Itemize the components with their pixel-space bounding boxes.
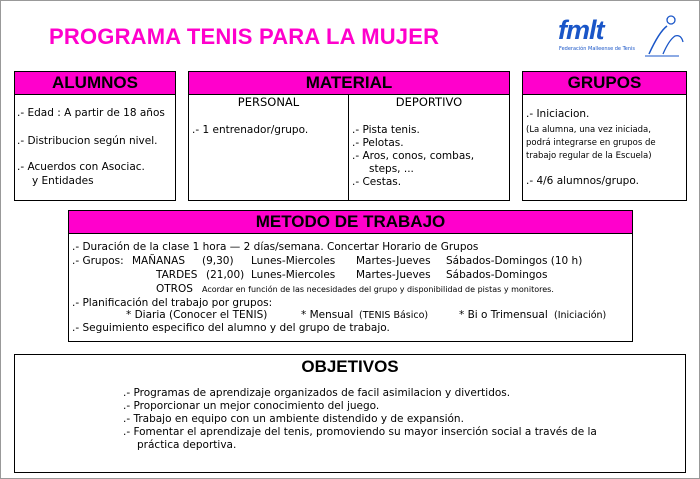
plan-item: * Diaria (Conocer el TENIS): [126, 309, 268, 321]
otros-text: Acordar en función de las necesidades del grupo y disponibilidad de pistas y monitores.: [202, 285, 554, 294]
deportivo-label: DEPORTIVO: [395, 95, 463, 109]
plan-item: * Mensual: [301, 309, 354, 321]
schedule-hora: (21,00): [206, 269, 245, 281]
note-line: (La alumna, una vez iniciada,: [526, 125, 651, 135]
list-item: .- Pelotas.: [352, 137, 404, 149]
schedule-days: Martes-Jueves: [356, 269, 431, 281]
alumnos-header: ALUMNOS: [15, 72, 175, 95]
list-item: .- Iniciacion.: [526, 108, 590, 120]
alumnos-box: [14, 71, 176, 201]
fmlt-logo: [555, 12, 685, 60]
grupos-label: .- Grupos:: [72, 255, 124, 267]
plan-item-sub: (TENIS Básico): [359, 310, 429, 321]
note-line: trabajo regular de la Escuela): [526, 151, 652, 161]
schedule-turno: TARDES: [156, 269, 198, 281]
list-item: .- Edad : A partir de 18 años: [17, 107, 165, 119]
tennis-player-icon: [641, 12, 685, 58]
list-item: .- Distribucion según nivel.: [17, 135, 158, 147]
logo-text: fmlt: [558, 15, 604, 45]
objetivos-header: OBJETIVOS: [301, 357, 399, 376]
list-item: .- Fomentar el aprendizaje del tenis, promoviendo su mayor inserción social a través de la: [123, 426, 597, 438]
schedule-turno: MAÑANAS: [132, 255, 185, 267]
material-header: MATERIAL: [189, 72, 509, 95]
list-item: steps, ...: [369, 163, 414, 175]
list-item: .- Trabajo en equipo con un ambiente distendido y de expansión.: [123, 413, 464, 425]
list-item: .- 1 entrenador/grupo.: [192, 124, 309, 136]
list-item: .- Programas de aprendizaje organizados de facil asimilacion y divertidos.: [123, 387, 511, 399]
schedule-days: Lunes-Miercoles: [251, 255, 336, 267]
metodo-box: [68, 210, 633, 342]
list-item: y Entidades: [32, 175, 94, 187]
planificacion-text: .- Planificación del trabajo por grupos:: [72, 297, 273, 309]
schedule-days: Sábados-Domingos: [446, 269, 548, 281]
schedule-days: Sábados-Domingos (10 h): [446, 255, 583, 267]
plan-item: * Bi o Trimensual: [459, 309, 548, 321]
note-line: podrá integrarse en grupos de: [526, 138, 656, 148]
list-item: .- Aros, conos, combas,: [352, 150, 475, 162]
logo-subtitle: Federación Malleense de Tenis: [559, 46, 636, 52]
personal-label: PERSONAL: [237, 95, 300, 109]
grupos-header: GRUPOS: [523, 72, 686, 95]
schedule-days: Martes-Jueves: [356, 255, 431, 267]
material-box: [188, 71, 510, 201]
list-item: .- Acuerdos con Asociac.: [17, 161, 145, 173]
plan-item-sub: (Iniciación): [554, 310, 607, 321]
schedule-hora: (9,30): [202, 255, 234, 267]
list-item: .- 4/6 alumnos/grupo.: [526, 175, 639, 187]
schedule-days: Lunes-Miercoles: [251, 269, 336, 281]
grupos-box: [522, 71, 687, 201]
objetivos-box: [14, 354, 686, 473]
list-item: .- Cestas.: [352, 176, 402, 188]
metodo-header: METODO DE TRABAJO: [69, 211, 632, 234]
column-divider: [348, 95, 349, 200]
page-title: PROGRAMA TENIS PARA LA MUJER: [49, 24, 440, 49]
list-item: .- Pista tenis.: [352, 124, 420, 136]
list-item: práctica deportiva.: [137, 439, 237, 451]
otros-label: OTROS: [156, 283, 193, 295]
seguimiento-text: .- Seguimiento especifico del alumno y del grupo de trabajo.: [72, 322, 390, 334]
duracion-text: .- Duración de la clase 1 hora — 2 días/semana. Concertar Horario de Grupos: [72, 241, 479, 253]
list-item: .- Proporcionar un mejor conocimiento del juego.: [123, 400, 380, 412]
